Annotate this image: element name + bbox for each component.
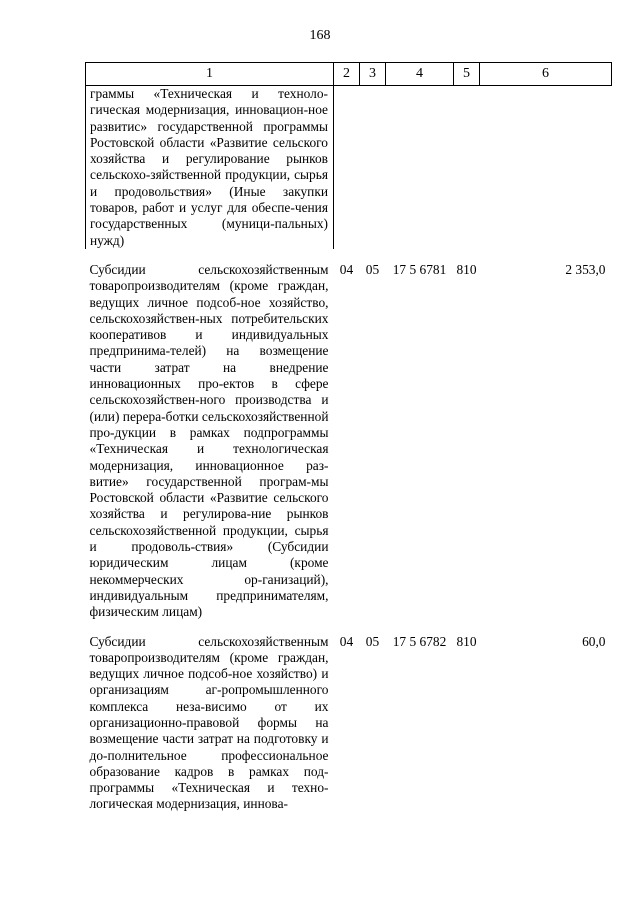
row-amount: 60,0 [582, 633, 606, 649]
row-section [334, 86, 360, 249]
page-number: 168 [309, 28, 331, 43]
table-row [86, 86, 612, 249]
row-expense-type [454, 86, 480, 249]
row-section: 04 [339, 633, 354, 649]
table-row [86, 621, 612, 813]
row-expense-type: 810 [456, 261, 477, 277]
header-row [86, 63, 612, 86]
row-target-code [386, 86, 454, 249]
row-description: граммы «Техническая и техноло-гическая модернизация, инновацион-ное развитис» государственной программы Ростовской области «Развитие сельского хозяйства и регулирование рынков сельскохо-зяйственной продукции, сырья и продовольствия» (Иные закупки товаров, работ и услуг для обеспе-чения государственных (муници-пальных) нужд) [86, 86, 334, 249]
row-description: Субсидии сельскохозяйственным товаропроизводителям (кроме граждан, ведущих личное подсоб-ное хозяйство, сельскохозяйствен-ных потребительских кооперативов и индивидуальных предпринима-телей) на возмещение части затрат на внедрение инновационных про-ектов в сфере сельскохозяйствен-ного производства и (или) перера-ботки сельскохозяйственной про-дукции в рамках подпрограммы «Техническая и технологическая модернизация, инновационное раз-витие» государственной програм-мы Ростовской области «Развитие сельского хозяйства и регулирова-ние рынков сельскохозяйственной продукции, сырья и продоволь-ствия» (Субсидии юридическим лицам (кроме некоммерческих ор-ганизаций), индивидуальным предпринимателям, физическим лицам) [89, 261, 329, 620]
row-subsection [360, 86, 386, 249]
table-row [86, 249, 612, 621]
row-subsection: 05 [365, 261, 380, 277]
header-col-6: 6 [480, 63, 612, 86]
header-col-2: 2 [334, 63, 360, 86]
row-target-code: 17 5 6782 [392, 633, 447, 649]
row-section: 04 [339, 261, 354, 277]
budget-table [85, 62, 612, 813]
header-col-4: 4 [386, 63, 454, 86]
row-expense-type: 810 [456, 633, 477, 649]
header-col-1: 1 [86, 63, 334, 86]
row-target-code: 17 5 6781 [392, 261, 447, 277]
header-col-3: 3 [360, 63, 386, 86]
row-description: Субсидии сельскохозяйственным товаропроизводителям (кроме граждан, ведущих личное подсоб-ное хозяйство) и организациям аг-ропромышленного комплекса неза-висимо от их организационно-правовой формы на возмещение части затрат на подготовку и до-полнительное профессиональное образование кадров в рамках под-программы «Техническая и техно-логическая модернизация, иннова- [89, 633, 329, 812]
header-col-5: 5 [454, 63, 480, 86]
row-amount: 2 353,0 [565, 261, 606, 277]
row-amount [480, 86, 612, 249]
row-subsection: 05 [365, 633, 380, 649]
